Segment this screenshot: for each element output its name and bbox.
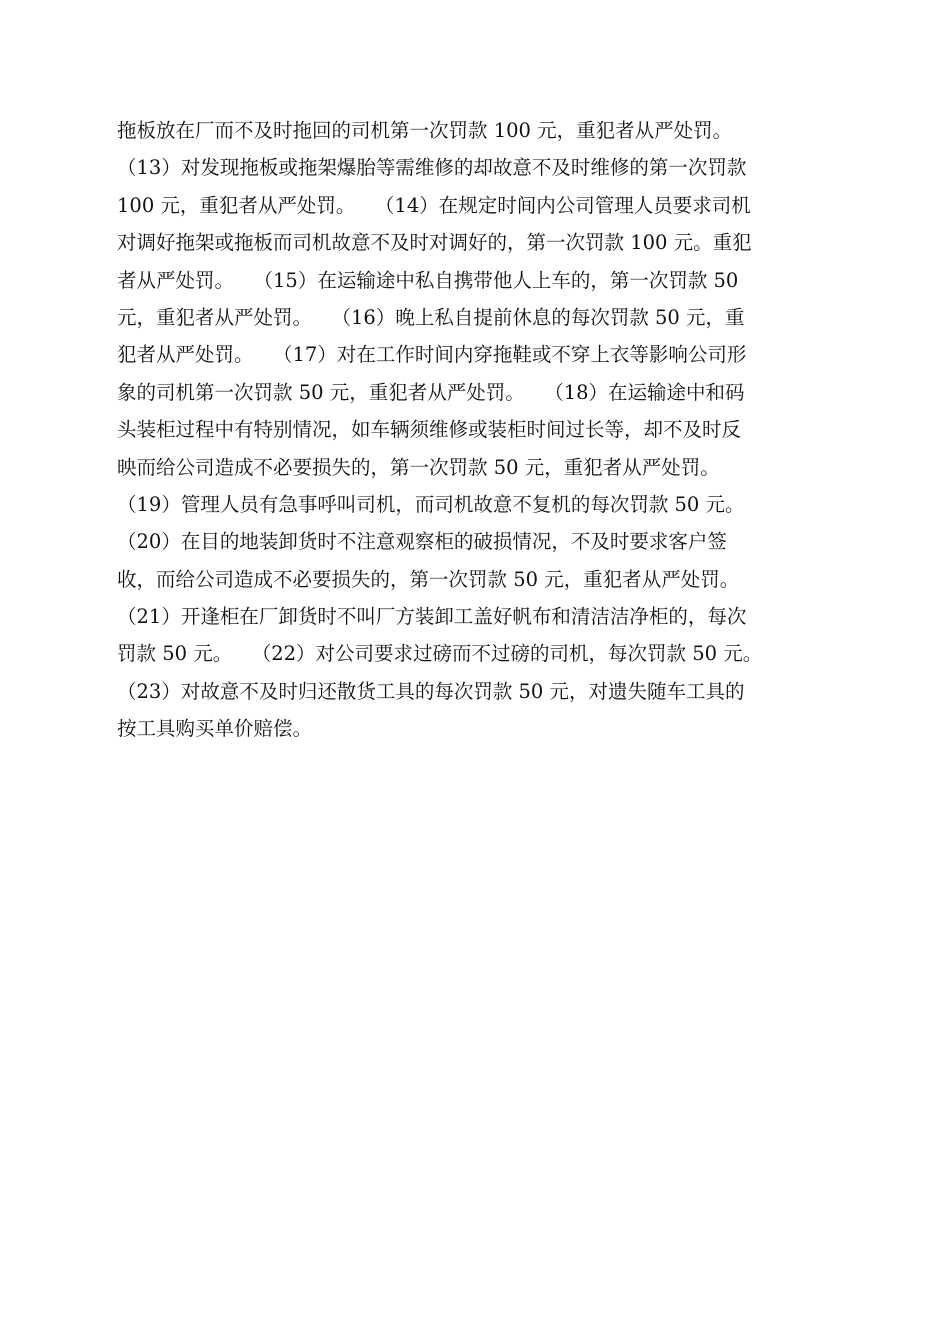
text-line: 按工具购买单价赔偿。 bbox=[117, 717, 313, 741]
text-line: 映而给公司造成不必要损失的，第一次罚款 50 元，重犯者从严处罚。 bbox=[117, 455, 720, 479]
text-line: 收，而给公司造成不必要损失的，第一次罚款 50 元，重犯者从严处罚。 bbox=[117, 567, 740, 591]
text-line: 犯者从严处罚。 （17）对在工作时间内穿拖鞋或不穿上衣等影响公司形 bbox=[117, 343, 747, 367]
text-line: （23）对故意不及时归还散货工具的每次罚款 50 元，对遗失随车工具的 bbox=[117, 679, 745, 703]
text-line: （21）开逢柜在厂卸货时不叫厂方装卸工盖好帆布和清洁洁净柜的，每次 bbox=[117, 605, 747, 629]
text-line: 罚款 50 元。 （22）对公司要求过磅而不过磅的司机，每次罚款 50 元。 bbox=[117, 642, 763, 666]
text-line: 对调好拖架或拖板而司机故意不及时对调好的，第一次罚款 100 元。重犯 bbox=[117, 231, 752, 255]
text-line: 100 元，重犯者从严处罚。 （14）在规定时间内公司管理人员要求司机 bbox=[117, 193, 751, 217]
text-line: 者从严处罚。 （15）在运输途中私自携带他人上车的，第一次罚款 50 bbox=[117, 268, 739, 292]
text-line: （13）对发现拖板或拖架爆胎等需维修的却故意不及时维修的第一次罚款 bbox=[117, 156, 747, 180]
text-line: 拖板放在厂而不及时拖回的司机第一次罚款 100 元，重犯者从严处罚。 bbox=[117, 119, 733, 142]
text-line: 象的司机第一次罚款 50 元，重犯者从严处罚。 （18）在运输途中和码 bbox=[117, 380, 745, 404]
text-line: 头装柜过程中有特别情况，如车辆须维修或装柜时间过长等，却不及时反 bbox=[117, 418, 742, 442]
text-line: （20）在目的地装卸货时不注意观察柜的破损情况，不及时要求客户签 bbox=[117, 530, 727, 554]
body-text bbox=[117, 112, 837, 748]
text-line: 元，重犯者从严处罚。 （16）晚上私自提前休息的每次罚款 50 元，重 bbox=[117, 305, 745, 329]
text-line: （19）管理人员有急事呼叫司机，而司机故意不复机的每次罚款 50 元。 bbox=[117, 492, 745, 516]
